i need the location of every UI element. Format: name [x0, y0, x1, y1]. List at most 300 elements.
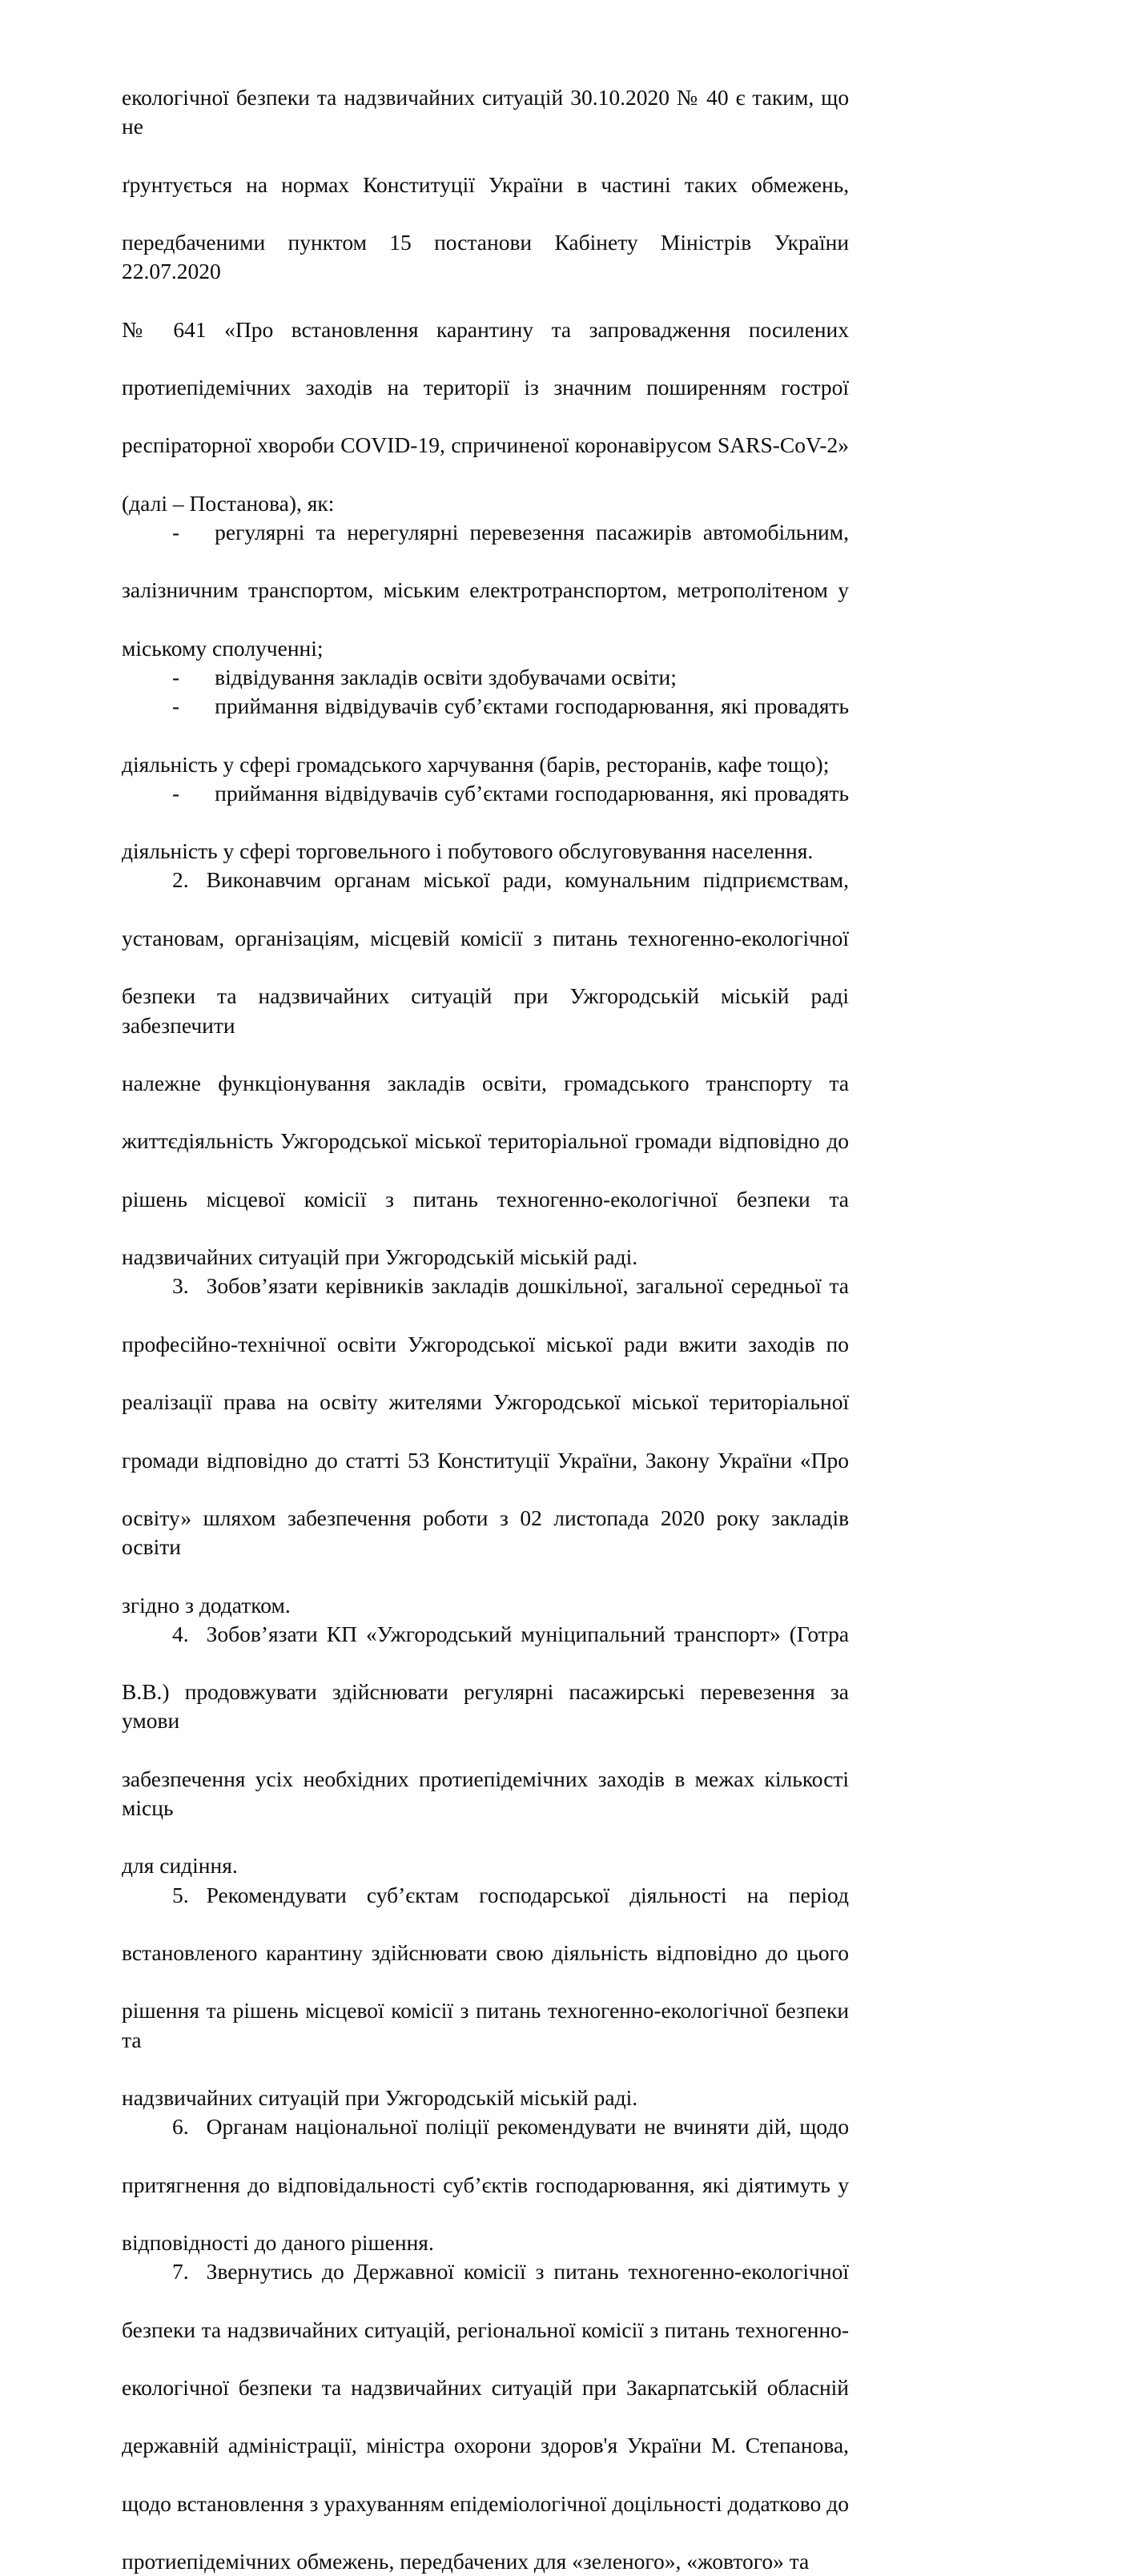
word: місцевої [206, 1186, 286, 1212]
word: усіх [255, 1766, 294, 1791]
text-line [122, 2316, 849, 2373]
word: на [287, 1389, 309, 1415]
word: (Готра [789, 1621, 850, 1646]
word: необхідних [303, 1766, 409, 1791]
word: ґрунтується [122, 171, 233, 197]
text-line [122, 779, 849, 837]
word: що [821, 85, 850, 110]
word: В.В.) [122, 1679, 170, 1705]
word: закладів [431, 1273, 509, 1299]
text-line [122, 576, 849, 633]
word: ситуацій [411, 983, 493, 1009]
text-line [122, 1243, 849, 1272]
word: професійно-технічної [122, 1331, 327, 1356]
word: органам [334, 867, 411, 893]
word: заходів [305, 375, 373, 400]
word: транспорту [706, 1070, 813, 1095]
word: Закону [645, 1447, 710, 1473]
word: гострої [781, 375, 849, 400]
word: відповідно [718, 1128, 820, 1154]
word: техногенно-екологічної [547, 1998, 769, 2023]
word: комісії [304, 1186, 367, 1212]
word: статті [345, 1447, 400, 1473]
word: № [122, 316, 155, 342]
word: відповідальності [277, 2172, 436, 2197]
word: при [581, 2375, 617, 2401]
line-text: (далі – Постанова), як: [122, 490, 335, 516]
word: пасажирські [569, 1679, 686, 1705]
word: в [674, 1766, 686, 1791]
word: безпеки [736, 1186, 810, 1212]
word: до [766, 1940, 789, 1965]
word: карантину [436, 316, 534, 342]
word: 15 [389, 230, 412, 255]
word: заходів [597, 1766, 665, 1791]
word: шляхом [203, 1505, 276, 1530]
word: місцевій [370, 925, 450, 950]
word: приймання [215, 780, 319, 806]
word: респіраторної [122, 432, 251, 458]
word: М. [710, 2433, 737, 2458]
word: надзвичайних [258, 983, 390, 1009]
word: Рекомендувати [206, 1882, 347, 1907]
line-text: надзвичайних ситуацій при Ужгородській міській раді. [122, 1244, 638, 1270]
list-number-marker: 7. [172, 2259, 189, 2285]
word: господарської [479, 1882, 610, 1907]
text-line [122, 837, 849, 866]
word: Міністрів [660, 230, 752, 255]
word: які [721, 693, 748, 719]
word: екологічної [122, 85, 229, 110]
word: «Про [799, 1447, 850, 1473]
word: Виконавчим [206, 867, 322, 893]
text-line [122, 518, 849, 576]
word: регулярні [215, 520, 305, 545]
word: COVID-19, [340, 432, 445, 458]
word: державній [122, 2433, 219, 2458]
word: відвідувачів [324, 693, 438, 719]
paragraph-item-7 [122, 2257, 849, 2576]
word: з [309, 2490, 319, 2516]
word: та [321, 2375, 342, 2401]
word: міської [423, 867, 490, 893]
list-bullet-marker: - [172, 520, 180, 545]
word: територіальної [488, 1128, 628, 1154]
word: цього [796, 1940, 850, 1965]
text-line [122, 1446, 849, 1504]
word: Степанова, [745, 2433, 850, 2458]
word: КП [326, 1621, 357, 1646]
text-line [122, 228, 849, 315]
line-text: надзвичайних ситуацій при Ужгородській міській раді. [122, 2085, 638, 2111]
text-line [122, 1620, 849, 1678]
word: на [246, 171, 268, 197]
text-line [122, 1765, 849, 1852]
text-line [122, 489, 849, 518]
word: рішення [122, 1998, 199, 2023]
word: до [322, 2259, 344, 2285]
word: установам, [122, 925, 225, 950]
word: нерегулярні [347, 520, 459, 545]
word: поширенням [646, 375, 766, 400]
text-line [122, 2431, 849, 2489]
word: України [488, 171, 564, 197]
word: автомобільним, [702, 520, 850, 545]
text-line [122, 1272, 849, 1329]
word: з [499, 1505, 509, 1530]
word: передбаченими [122, 230, 266, 255]
word: притягнення [122, 2172, 240, 2197]
word: території [423, 375, 510, 400]
word: відповідно [656, 1940, 758, 1965]
word: «Ужгородський [365, 1621, 513, 1646]
word: поліції [425, 2114, 489, 2140]
word: встановлення [176, 2490, 304, 2516]
word: екологічної [122, 2375, 229, 2401]
word: встановленого [122, 1940, 258, 1965]
word: та [829, 1070, 850, 1095]
word: таких [684, 171, 738, 197]
line-text: міському сполученні; [122, 635, 324, 661]
line-text: діяльність у сфері торговельного і побутового обслуговування населення. [122, 838, 814, 864]
word: техногенно-екологічної [628, 2259, 849, 2285]
word: питань [412, 1186, 478, 1212]
word: освіту [320, 1389, 378, 1415]
text-line [122, 2171, 849, 2228]
list-bullet-marker: - [172, 665, 180, 690]
word: до [247, 2172, 270, 2197]
text-line [122, 866, 849, 923]
word: права [223, 1389, 276, 1415]
word: міській [721, 983, 790, 1009]
word: Зобов’язати [206, 1621, 318, 1646]
word: безпеки [238, 2375, 312, 2401]
word: раді [810, 983, 850, 1009]
word: 641 [173, 316, 207, 342]
word: коронавірусом [574, 432, 712, 458]
word: 02 [520, 1505, 542, 1530]
word: ради [624, 1331, 668, 1356]
document-text-body [122, 83, 849, 2576]
word: 40 [706, 85, 729, 110]
word: міської [546, 1331, 613, 1356]
word: освіту» [122, 1505, 192, 1530]
word: техногенно-екологічної [628, 925, 850, 950]
word: жителями [388, 1389, 482, 1415]
text-line [122, 171, 849, 228]
word: епідеміологічної [449, 2490, 607, 2516]
word: суб’єктам [366, 1882, 460, 1907]
word: загальної [636, 1273, 724, 1299]
word: при [513, 983, 549, 1009]
word: відповідно [207, 1447, 308, 1473]
word: діяльності [629, 1882, 727, 1907]
word: відвідувачів [324, 780, 438, 806]
paragraph-bullet-4 [122, 779, 849, 866]
word: протиепідемічних [122, 375, 292, 400]
word: метрополітеном [677, 577, 828, 603]
word: ради, [502, 867, 553, 893]
text-line [122, 1504, 849, 1591]
word: додатково [727, 2490, 822, 2516]
word: України [626, 2433, 702, 2458]
word: муніципальний [521, 1621, 665, 1646]
text-line [122, 692, 849, 749]
text-line [122, 1851, 849, 1880]
list-number-marker: 2. [172, 867, 189, 893]
text-line [122, 2112, 849, 2170]
text-line [122, 2490, 849, 2547]
word: щодо [799, 2114, 850, 2140]
word: електротранспортом, [469, 577, 668, 603]
word: дій, [757, 2114, 792, 2140]
word: до [826, 1128, 850, 1154]
word: вчиняти [673, 2114, 750, 2140]
line-text: діяльність у сфері громадського харчування (барів, ресторанів, кафе тощо); [122, 751, 830, 777]
list-bullet-marker: - [172, 780, 180, 806]
word: перевезення [469, 520, 585, 545]
word: комунальним [565, 867, 690, 893]
word: громади [634, 1128, 712, 1154]
word: міністра [366, 2433, 445, 2458]
word: із [524, 375, 539, 400]
word: комісії [463, 2259, 526, 2285]
word: урахуванням [324, 2490, 444, 2516]
text-line [122, 1127, 849, 1184]
text-line [122, 1939, 849, 1996]
word: охорони [453, 2433, 532, 2458]
word: які [702, 2172, 730, 2197]
word: питань [553, 2259, 619, 2285]
word: безпеки [122, 2317, 196, 2342]
list-number-marker: 3. [172, 1273, 189, 1299]
word: дошкільної, [517, 1273, 629, 1299]
word: міської [631, 1389, 698, 1415]
word: по [826, 1331, 850, 1356]
word: та [829, 1186, 850, 1212]
word: суб’єктами [444, 780, 549, 806]
word: закладів [771, 1505, 850, 1530]
word: року [716, 1505, 760, 1530]
text-line [122, 1330, 849, 1388]
word: приймання [215, 693, 319, 719]
word: України [774, 230, 850, 255]
text-line [122, 431, 849, 488]
word: здійснювати [371, 1940, 488, 1965]
word: до [826, 2490, 849, 2516]
word: Ужгородській [569, 983, 700, 1009]
word: у [838, 2172, 850, 2197]
word: з [460, 1998, 469, 2023]
word: 2020 [660, 1505, 705, 1530]
word: за [830, 1679, 849, 1705]
word: провадять [754, 780, 850, 806]
word: міським [383, 577, 460, 603]
paragraph-item-5 [122, 1881, 849, 2113]
word: рішень [122, 1186, 188, 1212]
text-line [122, 1678, 849, 1765]
word: безпеки [775, 1998, 850, 2023]
word: освіти, [482, 1070, 547, 1095]
word: безпеки [235, 85, 310, 110]
word: листопада [553, 1505, 649, 1530]
word: діятимуть [737, 2172, 830, 2197]
word: в [577, 171, 588, 197]
line-text: відвідування закладів освіти здобувачами освіти; [215, 665, 677, 690]
word: кількості [764, 1766, 850, 1791]
word: ситуацій, [364, 2317, 451, 2342]
word: надзвичайних [227, 2317, 359, 2342]
word: свою [496, 1940, 544, 1965]
word: національної [295, 2114, 418, 2140]
word: Ужгородської [407, 1331, 536, 1356]
list-number-marker: 5. [172, 1882, 189, 1907]
text-line [122, 2228, 849, 2257]
text-line [122, 1996, 849, 2084]
word: здійснювати [332, 1679, 448, 1705]
word: транспортом, [247, 577, 374, 603]
word: освіти [336, 1331, 396, 1356]
word: місць [122, 1794, 174, 1820]
word: питань [664, 2317, 730, 2342]
word: забезпечення [287, 1505, 412, 1530]
word: належне [122, 1070, 202, 1095]
word: таким, [752, 85, 814, 110]
word: надзвичайних [351, 2375, 482, 2401]
word: 22.07.2020 [122, 259, 221, 284]
word: щодо [122, 2490, 171, 2516]
word: значним [553, 375, 632, 400]
word: господарювання, [554, 780, 714, 806]
word: та [216, 983, 237, 1009]
paragraph-item-2 [122, 866, 849, 1272]
word: закладів [387, 1070, 465, 1095]
word: підприємствам, [702, 867, 849, 893]
word: 53 [407, 1447, 430, 1473]
word: хвороби [257, 432, 335, 458]
word: комісії [581, 2317, 644, 2342]
word: функціонування [218, 1070, 371, 1095]
word: з [533, 925, 542, 950]
word: на [746, 1882, 769, 1907]
word: не [644, 2114, 666, 2140]
word: забезпечення [122, 1766, 246, 1791]
word: та [829, 1273, 849, 1299]
word: умови [122, 1708, 180, 1734]
word: роботи [422, 1505, 489, 1530]
word: які [721, 780, 748, 806]
word: життєдіяльність [122, 1128, 274, 1154]
word: з [385, 1186, 395, 1212]
text-line [122, 634, 849, 663]
word: запровадження [589, 316, 731, 342]
word: Ужгородської [493, 1389, 621, 1415]
word: обласній [766, 2375, 850, 2401]
word: до [316, 1447, 338, 1473]
word: «Про [224, 316, 274, 342]
word: техногенно- [735, 2317, 850, 2342]
list-number-marker: 6. [172, 2114, 189, 2140]
word: пунктом [288, 230, 367, 255]
word: у [838, 577, 850, 603]
word: Кабінету [554, 230, 638, 255]
text-line [122, 2084, 849, 2112]
word: посилених [748, 316, 850, 342]
word: на [387, 375, 409, 400]
word: продовжувати [184, 1679, 317, 1705]
text-line [122, 83, 849, 171]
word: регіональної [456, 2317, 576, 2342]
word: з [649, 2317, 659, 2342]
word: організаціям, [235, 925, 360, 950]
word: та [122, 2027, 142, 2052]
word: 30.10.2020 [570, 85, 670, 110]
text-line [122, 373, 849, 431]
word: Конституції [363, 171, 475, 197]
word: та [551, 316, 572, 342]
word: спричиненої [451, 432, 569, 458]
word: ситуацій [482, 85, 564, 110]
text-line [122, 315, 849, 373]
word: реалізації [122, 1389, 213, 1415]
line-text: протиепідемічних обмежень, передбачених для «зеленого», «жовтого» та [122, 2549, 810, 2574]
paragraph-item-4 [122, 1620, 849, 1881]
word: надзвичайних [344, 85, 476, 110]
line-text: відповідності до даного рішення. [122, 2230, 434, 2256]
word: карантину [266, 1940, 364, 1965]
word: заходів [748, 1331, 815, 1356]
word: Державної [353, 2259, 455, 2285]
paragraph-bullet-1 [122, 518, 849, 663]
paragraph-intro-continuation [122, 83, 849, 518]
text-line [122, 1881, 849, 1939]
word: обмежень, [751, 171, 850, 197]
word: рекомендувати [497, 2114, 637, 2140]
word: транспорт» [674, 1621, 781, 1646]
paragraph-bullet-2 [122, 663, 849, 692]
word: встановлення [291, 316, 419, 342]
text-line [122, 750, 849, 779]
word: середньої [730, 1273, 822, 1299]
word: освіти [122, 1534, 182, 1560]
word: місцевої [305, 1998, 384, 2023]
word: комісії [391, 1998, 453, 2023]
word: залізничним [122, 577, 239, 603]
word: адміністрації, [227, 2433, 357, 2458]
word: Конституції [437, 1447, 550, 1473]
text-line [122, 982, 849, 1069]
word: господарювання, [554, 693, 714, 719]
list-bullet-marker: - [172, 693, 180, 719]
word: постанови [434, 230, 533, 255]
word: України, [557, 1447, 638, 1473]
paragraph-item-6 [122, 2112, 849, 2257]
word: SARS-CoV-2» [717, 432, 850, 458]
word: з [535, 2259, 545, 2285]
word: комісії [460, 925, 523, 950]
word: не [122, 114, 143, 139]
word: та [201, 2317, 222, 2342]
word: перевезення [700, 1679, 815, 1705]
word: № [676, 85, 700, 110]
word: діяльність [552, 1940, 648, 1965]
word: суб’єктів [443, 2172, 529, 2197]
word: Звернутись [206, 2259, 313, 2285]
word: України [717, 1447, 793, 1473]
word: Закарпатській [625, 2375, 758, 2401]
text-line [122, 2257, 849, 2315]
line-text: згідно з додатком. [122, 1592, 291, 1618]
